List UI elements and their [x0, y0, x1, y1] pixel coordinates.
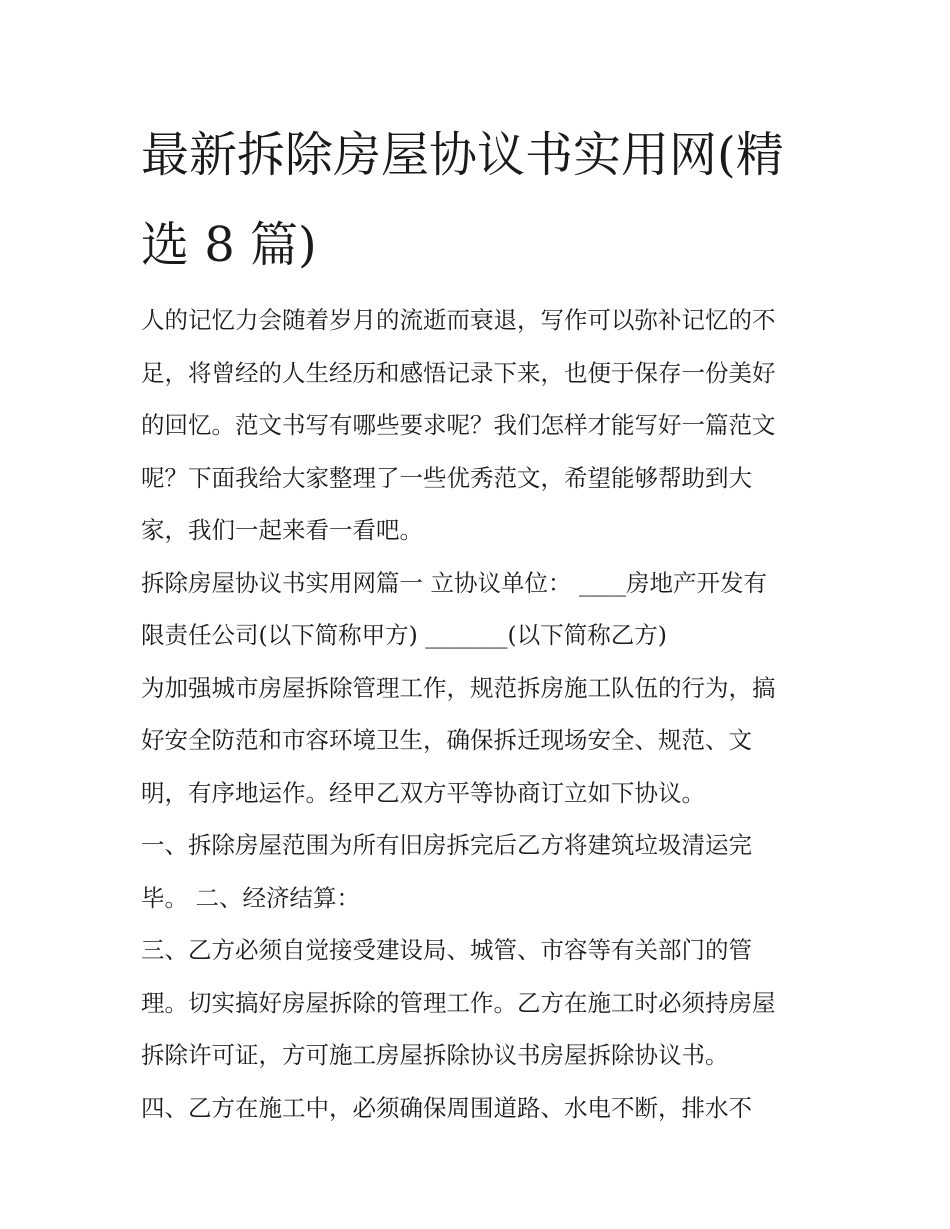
- paragraph-line: 的回忆。范文书写有哪些要求呢？我们怎样才能写好一篇范文: [141, 411, 776, 439]
- paragraph-line: 为加强城市房屋拆除管理工作，规范拆房施工队伍的行为，搞: [141, 673, 776, 702]
- purpose-paragraph: [141, 662, 813, 820]
- clause-four-paragraph: [141, 1082, 813, 1135]
- clause-three-paragraph: [141, 924, 813, 1082]
- intro-paragraph: [141, 294, 813, 557]
- paragraph-line: 足，将曾经的人生经历和感悟记录下来，也便于保存一份美好: [141, 358, 776, 387]
- paragraph-line: 限责任公司(以下简称甲方) _______(以下简称乙方): [141, 621, 667, 649]
- paragraph-line: 三、乙方必须自觉接受建设局、城管、市容等有关部门的管: [141, 936, 752, 964]
- paragraph-line: 拆除房屋协议书实用网篇一 立协议单位： ____房地产开发有: [141, 568, 767, 597]
- paragraph-line: 明，有序地运作。经甲乙双方平等协商订立如下协议。: [141, 778, 705, 807]
- document-page: [141, 110, 813, 1134]
- paragraph-line: 人的记忆力会随着岁月的流逝而衰退，写作可以弥补记忆的不: [141, 306, 776, 334]
- paragraph-line: 好安全防范和市容环境卫生，确保拆迁现场安全、规范、文: [141, 726, 752, 754]
- clause-one-paragraph: [141, 819, 813, 924]
- parties-paragraph: [141, 557, 813, 662]
- title-line-2: 选 8 篇): [141, 217, 317, 273]
- title-line-1: 最新拆除房屋协议书实用网(精: [141, 127, 784, 183]
- paragraph-line: 四、乙方在施工中，必须确保周围道路、水电不断，排水不: [141, 1093, 752, 1122]
- paragraph-line: 家，我们一起来看一看吧。: [141, 516, 423, 544]
- document-title: [141, 110, 813, 290]
- paragraph-line: 拆除许可证，方可施工房屋拆除协议书房屋拆除协议书。: [141, 1041, 729, 1069]
- paragraph-line: 呢？下面我给大家整理了一些优秀范文，希望能够帮助到大: [141, 463, 752, 492]
- paragraph-line: 毕。 二、经济结算：: [141, 883, 360, 912]
- paragraph-line: 理。切实搞好房屋拆除的管理工作。乙方在施工时必须持房屋: [141, 988, 776, 1017]
- paragraph-line: 一、拆除房屋范围为所有旧房拆完后乙方将建筑垃圾清运完: [141, 831, 752, 859]
